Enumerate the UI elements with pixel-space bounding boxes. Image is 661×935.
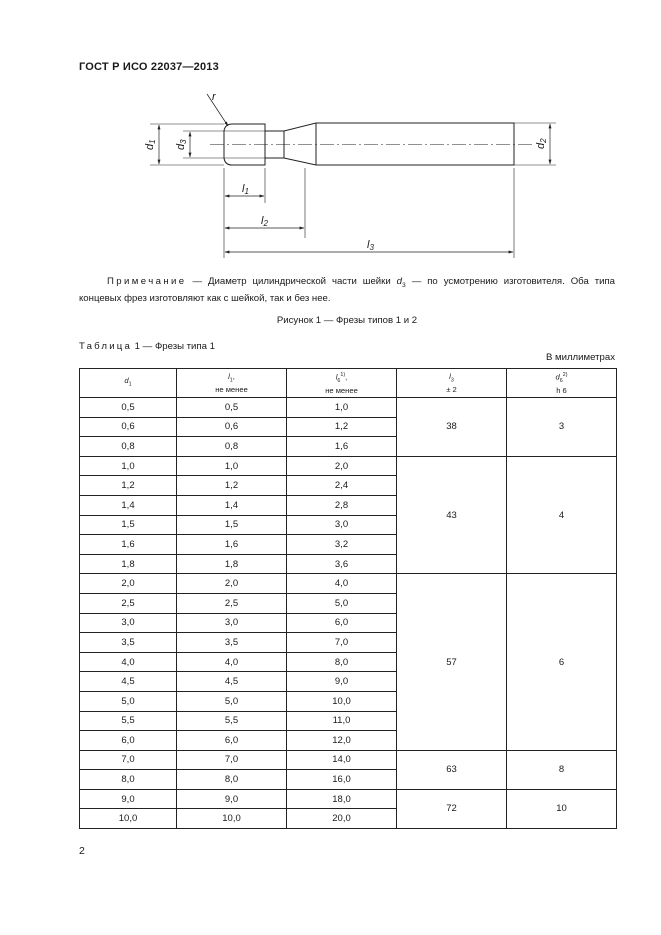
cell-l6: 20,0	[287, 809, 397, 829]
cell-l1: 0,8	[177, 437, 287, 457]
cell-l6: 3,6	[287, 554, 397, 574]
cell-d1: 10,0	[80, 809, 177, 829]
cell-l6: 6,0	[287, 613, 397, 633]
label-d1: d1	[144, 139, 157, 150]
cell-d6: 6	[507, 574, 617, 750]
cell-l6: 14,0	[287, 750, 397, 770]
cell-d6: 8	[507, 750, 617, 789]
cell-d6: 10	[507, 789, 617, 828]
cell-d1: 0,8	[80, 437, 177, 457]
table-units: В миллиметрах	[545, 352, 615, 363]
cell-l1: 1,0	[177, 456, 287, 476]
cell-l1: 3,0	[177, 613, 287, 633]
note-label: Примечание	[107, 276, 187, 287]
cell-l1: 4,5	[177, 672, 287, 692]
label-l3: l3	[367, 239, 374, 252]
cell-l6: 1,6	[287, 437, 397, 457]
cell-l3: 43	[397, 456, 507, 574]
page-number: 2	[79, 845, 85, 857]
figure-note: Примечание — Диаметр цилиндрической части шейки $d_3$ — по усмотрению изготовителя. Оба типа концевых фрез изготовляют как с шейкой, так и без нее.	[79, 276, 616, 305]
cell-d1: 2,0	[80, 574, 177, 594]
cell-l3: 63	[397, 750, 507, 789]
cell-d1: 0,5	[80, 398, 177, 418]
table-row	[80, 750, 617, 770]
cell-d1: 1,5	[80, 515, 177, 535]
end-mill-table	[79, 368, 617, 829]
cell-l1: 0,5	[177, 398, 287, 418]
cell-l1: 7,0	[177, 750, 287, 770]
cell-l6: 4,0	[287, 574, 397, 594]
cell-l6: 2,0	[287, 456, 397, 476]
cell-l1: 1,6	[177, 535, 287, 555]
cell-l1: 4,0	[177, 652, 287, 672]
cell-l6: 12,0	[287, 731, 397, 751]
cell-d1: 4,0	[80, 652, 177, 672]
cell-d1: 5,0	[80, 691, 177, 711]
label-l2: l2	[261, 215, 268, 228]
cell-l6: 3,0	[287, 515, 397, 535]
cell-l1: 10,0	[177, 809, 287, 829]
cell-d1: 1,2	[80, 476, 177, 496]
cell-d1: 1,4	[80, 495, 177, 515]
table-row	[80, 398, 617, 418]
cell-d1: 2,5	[80, 593, 177, 613]
cell-l6: 8,0	[287, 652, 397, 672]
cell-d1: 5,5	[80, 711, 177, 731]
cell-l1: 0,6	[177, 417, 287, 437]
cell-l6: 9,0	[287, 672, 397, 692]
table-row	[80, 574, 617, 594]
cell-d1: 7,0	[80, 750, 177, 770]
cell-l6: 10,0	[287, 691, 397, 711]
header-l6: $l_6^{1)}$, не менее	[287, 369, 397, 398]
table-row	[80, 789, 617, 809]
cell-l6: 3,2	[287, 535, 397, 555]
cell-l3: 72	[397, 789, 507, 828]
cell-l3: 57	[397, 574, 507, 750]
cell-l1: 1,8	[177, 554, 287, 574]
cell-l6: 1,0	[287, 398, 397, 418]
cell-l6: 11,0	[287, 711, 397, 731]
header-l1: $l_1$, не менее	[177, 369, 287, 398]
cell-l6: 2,4	[287, 476, 397, 496]
header-d6: $d_6^{2)}$ h 6	[507, 369, 617, 398]
cell-l6: 7,0	[287, 633, 397, 653]
cell-l1: 9,0	[177, 789, 287, 809]
label-d3: d3	[175, 139, 188, 150]
cell-d1: 1,8	[80, 554, 177, 574]
cell-d1: 1,6	[80, 535, 177, 555]
cell-l1: 1,2	[177, 476, 287, 496]
cell-l1: 2,0	[177, 574, 287, 594]
cell-l1: 6,0	[177, 731, 287, 751]
cell-l1: 8,0	[177, 770, 287, 790]
cell-l1: 3,5	[177, 633, 287, 653]
cell-d1: 3,0	[80, 613, 177, 633]
cell-l3: 38	[397, 398, 507, 457]
table-row	[80, 456, 617, 476]
cell-l6: 5,0	[287, 593, 397, 613]
cell-l1: 1,5	[177, 515, 287, 535]
cell-l1: 2,5	[177, 593, 287, 613]
cell-d6: 3	[507, 398, 617, 457]
label-r: r	[212, 91, 216, 103]
label-l1: l1	[242, 183, 249, 196]
cell-l1: 5,0	[177, 691, 287, 711]
header-d1: $d_1$	[80, 369, 177, 398]
page-header: ГОСТ Р ИСО 22037—2013	[79, 61, 219, 73]
cell-l6: 1,2	[287, 417, 397, 437]
cell-d1: 3,5	[80, 633, 177, 653]
cell-d1: 9,0	[80, 789, 177, 809]
cell-l6: 16,0	[287, 770, 397, 790]
cell-l6: 18,0	[287, 789, 397, 809]
cell-d6: 4	[507, 456, 617, 574]
end-mill-drawing	[140, 88, 560, 263]
label-d2: d2	[535, 138, 548, 149]
cell-l1: 5,5	[177, 711, 287, 731]
cell-l1: 1,4	[177, 495, 287, 515]
tool-outline	[224, 123, 514, 165]
table-header-row	[80, 369, 617, 398]
cell-d1: 0,6	[80, 417, 177, 437]
cell-d1: 1,0	[80, 456, 177, 476]
table-caption: Таблица 1 — Фрезы типа 1	[79, 341, 215, 352]
cell-d1: 8,0	[80, 770, 177, 790]
cell-d1: 4,5	[80, 672, 177, 692]
cell-l6: 2,8	[287, 495, 397, 515]
header-l3: $l_3$ ± 2	[397, 369, 507, 398]
cell-d1: 6,0	[80, 731, 177, 751]
figure-caption: Рисунок 1 — Фрезы типов 1 и 2	[276, 315, 418, 326]
